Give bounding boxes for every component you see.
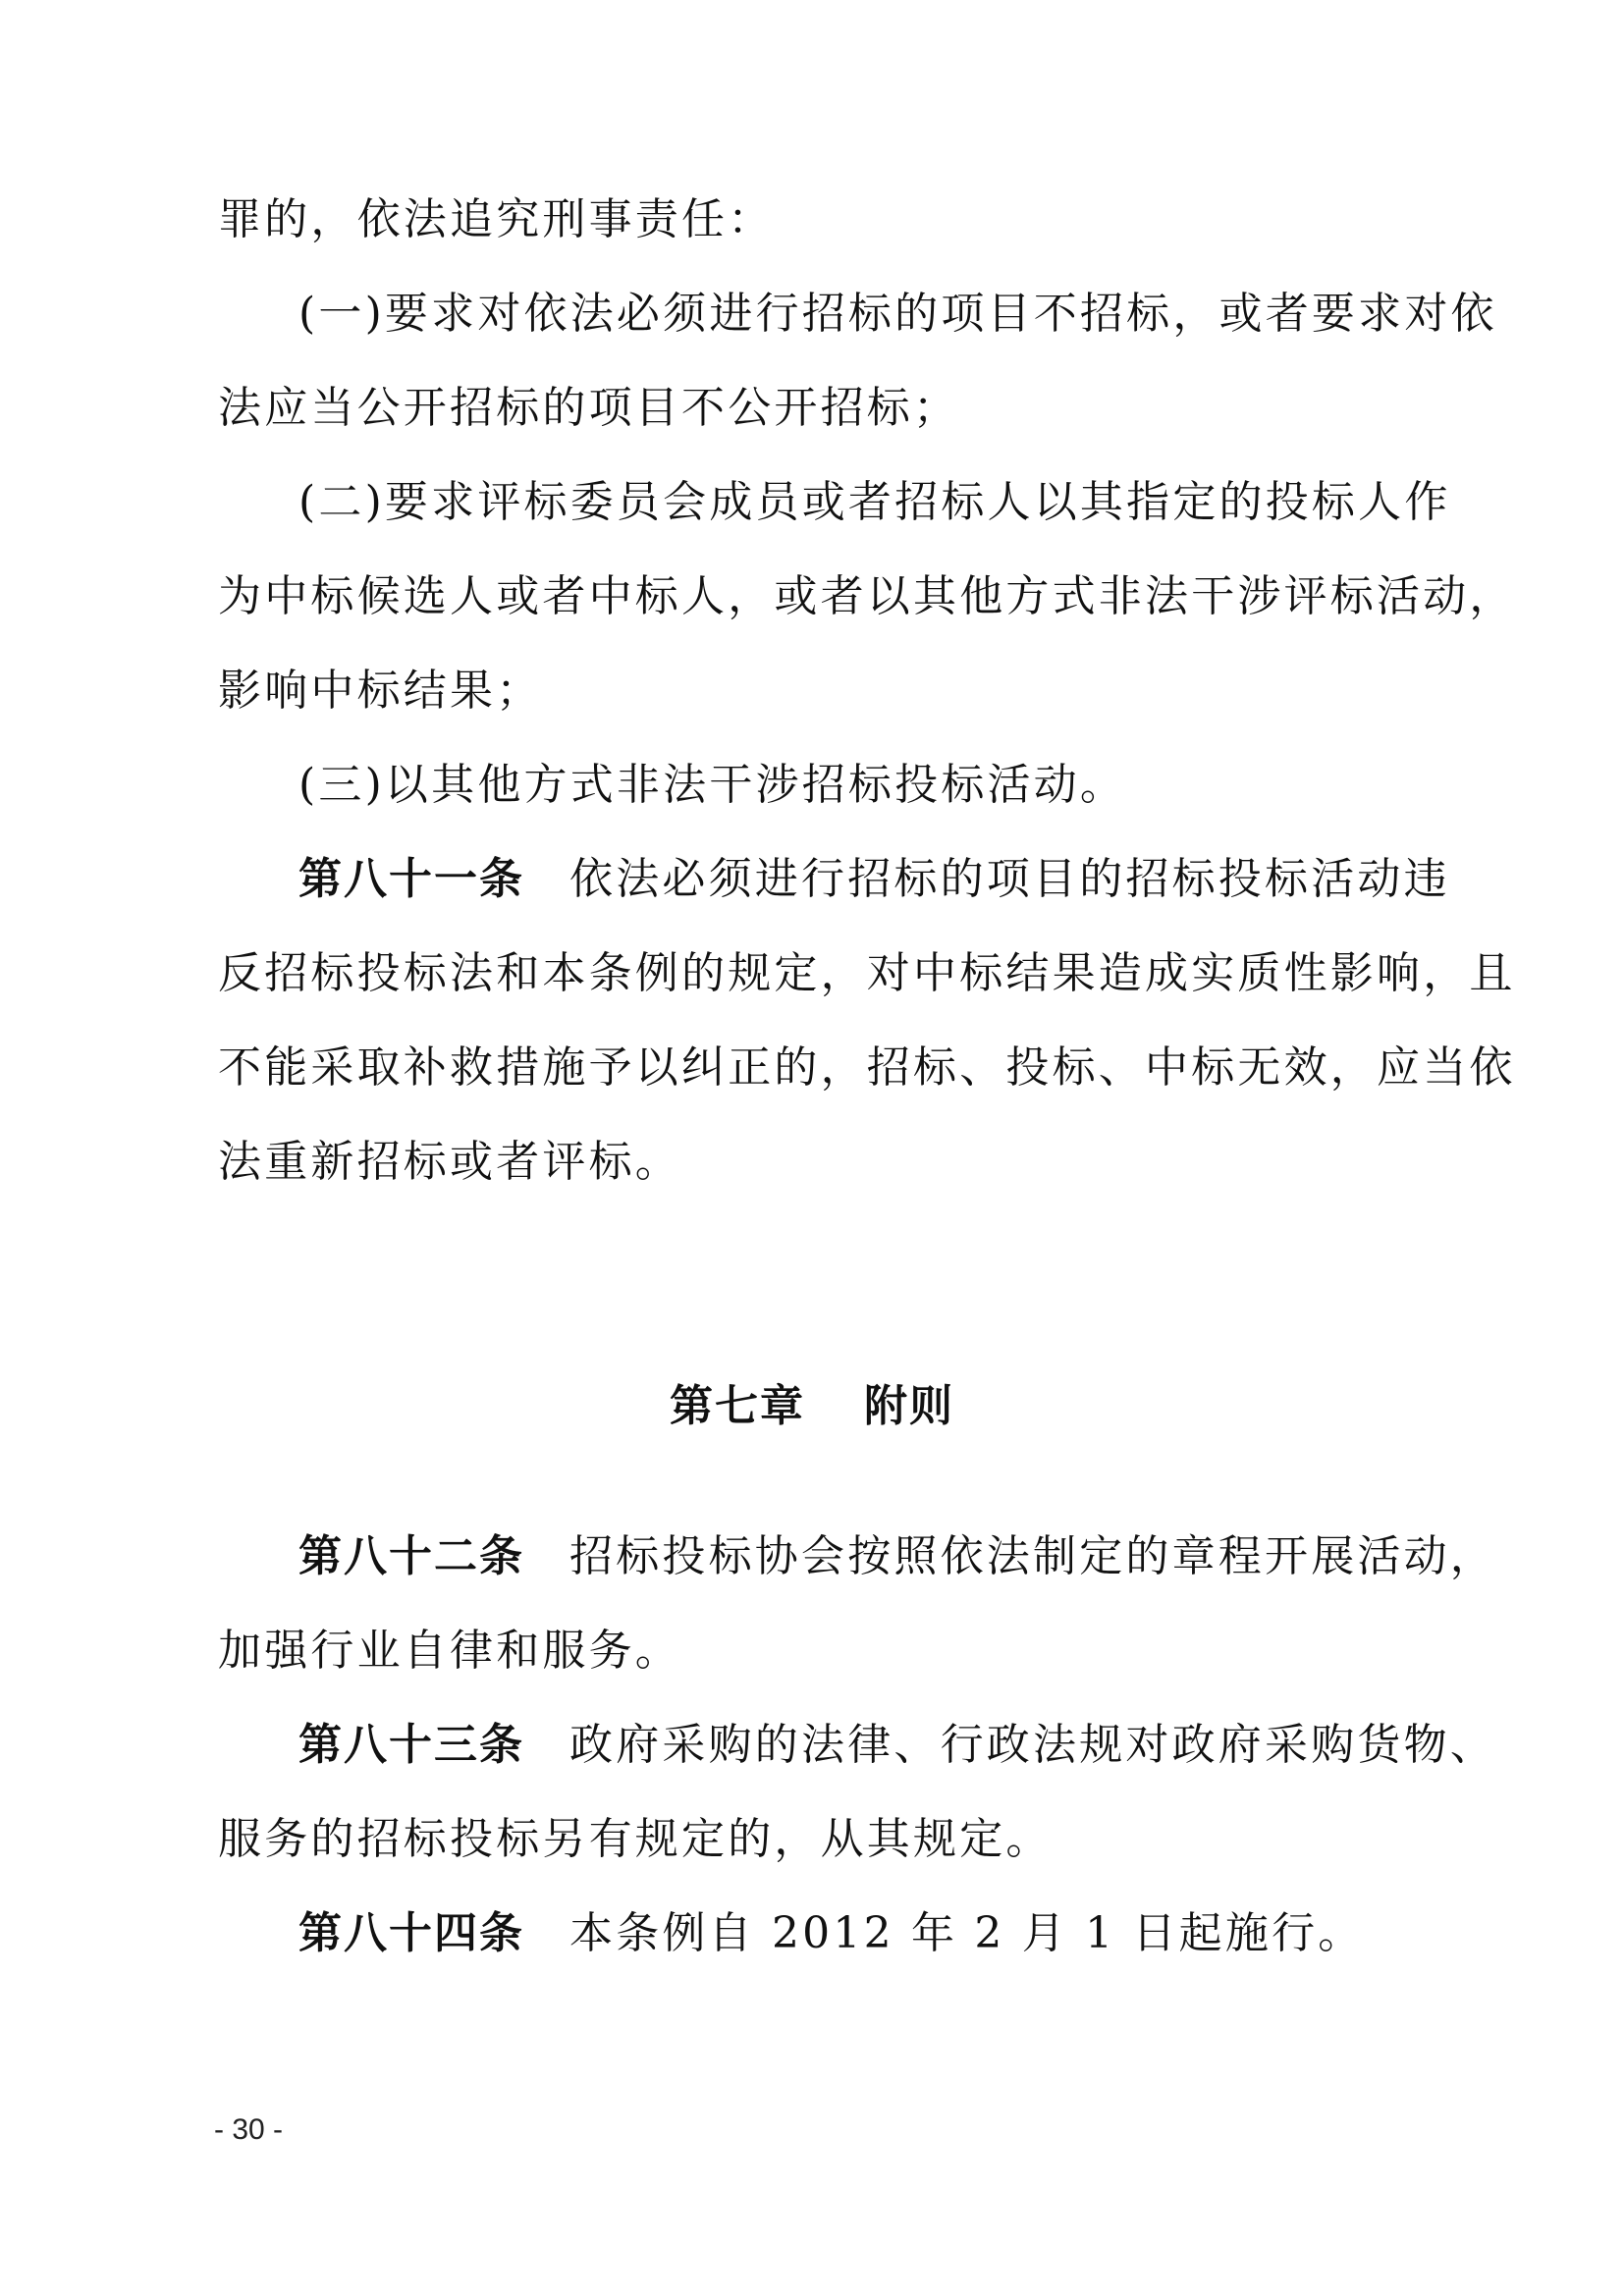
chapter-title: 附则 bbox=[864, 1381, 954, 1431]
article-text: 政府采购的法律、行政法规对政府采购货物、 bbox=[569, 1720, 1496, 1770]
chapter-number: 第七章 bbox=[670, 1381, 805, 1431]
article-81 bbox=[218, 832, 1516, 1209]
text-line: 法应当公开招标的项目不公开招标； bbox=[218, 383, 960, 433]
text-line bbox=[218, 1887, 1429, 1981]
article-number: 第八十三条 bbox=[298, 1720, 524, 1770]
article-84 bbox=[218, 1887, 1429, 1981]
text-line: 罪的，依法追究刑事责任： bbox=[218, 194, 775, 244]
text-line: 反招标投标法和本条例的规定，对中标结果造成实质性影响，且 bbox=[218, 948, 1516, 998]
article-text: 招标投标协会按照依法制定的章程开展活动， bbox=[569, 1531, 1496, 1581]
text-line: (三)以其他方式非法干涉招标投标活动。 bbox=[298, 760, 1127, 810]
text-line: 不能采取补救措施予以纠正的，招标、投标、中标无效，应当依 bbox=[218, 1042, 1516, 1093]
text-line: (二)要求评标委员会成员或者招标人以其指定的投标人作 bbox=[298, 477, 1451, 527]
list-item-3 bbox=[218, 738, 1429, 832]
article-number: 第八十一条 bbox=[298, 854, 524, 904]
paragraph-continuation bbox=[218, 173, 1429, 267]
article-83 bbox=[218, 1698, 1496, 1887]
text-line: 加强行业自律和服务。 bbox=[218, 1626, 681, 1676]
article-82 bbox=[218, 1510, 1496, 1698]
article-number: 第八十二条 bbox=[298, 1531, 524, 1581]
page-number: - 30 - bbox=[214, 2113, 284, 2146]
text-line: 为中标候选人或者中标人，或者以其他方式非法干涉评标活动， bbox=[218, 571, 1516, 621]
text-line bbox=[218, 1510, 1496, 1604]
text-line: 法重新招标或者评标。 bbox=[218, 1137, 681, 1187]
text-line: 服务的招标投标另有规定的，从其规定。 bbox=[218, 1814, 1053, 1864]
text-line bbox=[218, 832, 1450, 927]
text-line: 影响中标结果； bbox=[218, 666, 543, 716]
article-number: 第八十四条 bbox=[298, 1908, 524, 1958]
article-text: 依法必须进行招标的项目的招标投标活动违 bbox=[569, 854, 1450, 904]
chapter-heading bbox=[0, 1360, 1624, 1454]
text-line bbox=[218, 1698, 1496, 1792]
list-item-2 bbox=[218, 455, 1516, 738]
text-line: (一)要求对依法必须进行招标的项目不招标，或者要求对依 bbox=[298, 289, 1497, 339]
article-text: 本条例自 2012 年 2 月 1 日起施行。 bbox=[569, 1908, 1365, 1958]
list-item-1 bbox=[218, 267, 1497, 455]
